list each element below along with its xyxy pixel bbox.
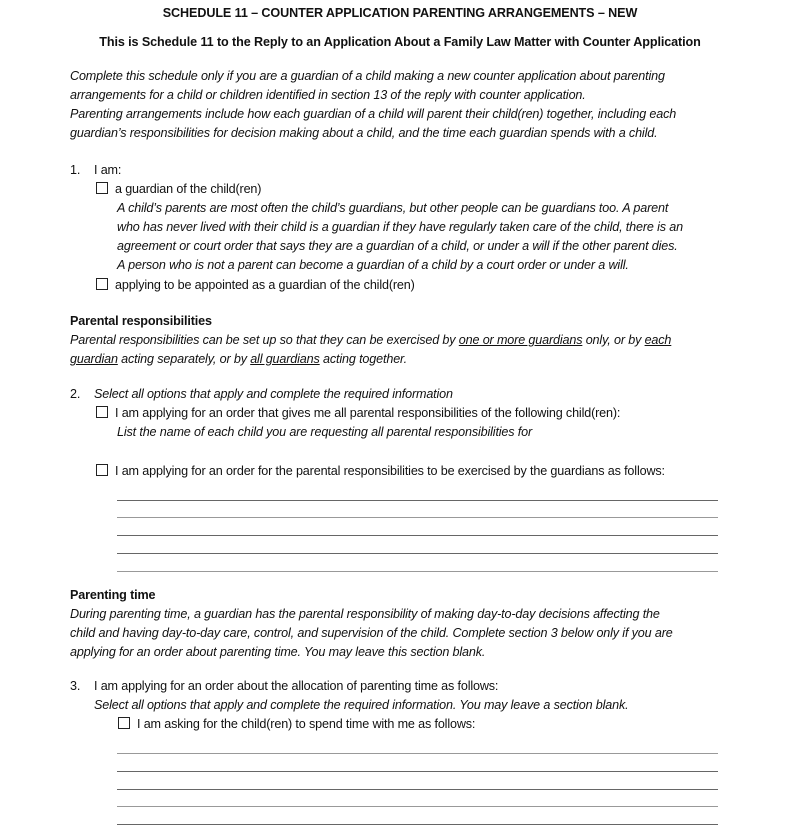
underlined-term: each [644,333,672,347]
intro-line: arrangements for a child or children identified in section 13 of the reply with counter application. [70,88,586,102]
parenting-time-heading: Parenting time [70,588,156,602]
option-label: a guardian of the child(ren) [115,182,262,196]
option-label: I am applying for an order that gives me all parental responsibilities of the following child(ren): [115,406,621,420]
answer-line[interactable] [117,771,718,772]
text-span: only, or by [582,333,645,347]
answer-line[interactable] [117,571,718,572]
schedule-subtitle: This is Schedule 11 to the Reply to an Application About a Family Law Matter with Counter Application [99,35,701,49]
guardian-note-line: A person who is not a parent can become a guardian of a child by a court order or under a will. [117,258,629,272]
checkbox-guardian[interactable] [96,182,108,194]
section-2-instruction: Select all options that apply and complete the required information [94,387,453,401]
option-guardian[interactable] [96,180,261,199]
parenting-time-line: child and having day-to-day care, control, and supervision of the child. Complete section 3 below only if you are [70,626,673,640]
answer-line[interactable] [117,517,718,518]
answer-line[interactable] [117,806,718,807]
section-3-heading [70,677,498,696]
checkbox-all-responsibilities[interactable] [96,406,108,418]
section-number: 3. [70,679,81,693]
option-all-responsibilities[interactable] [96,404,620,423]
guardian-note-line: who has never lived with their child is a guardian if they have regularly taken care of the child, there is an [117,220,683,234]
section-1-label: I am: [94,163,122,177]
underlined-term: all guardians [250,352,320,366]
children-list-note: List the name of each child you are requesting all parental responsibilities for [117,425,533,439]
intro-line: Complete this schedule only if you are a guardian of a child making a new counter application about parenting [70,69,665,83]
checkbox-time-with-me[interactable] [118,717,130,729]
parental-responsibilities-line [70,331,671,350]
section-1-heading [70,161,121,180]
intro-line: Parenting arrangements include how each guardian of a child will parent their child(ren) together, including each [70,107,677,121]
schedule-title: SCHEDULE 11 – COUNTER APPLICATION PARENTING ARRANGEMENTS – NEW [162,6,638,20]
intro-line: guardian’s responsibilities for decision making about a child, and the time each guardian spends with a child. [70,126,658,140]
option-label: I am applying for an order for the parental responsibilities to be exercised by the guardians as follows: [115,464,665,478]
answer-line[interactable] [117,824,718,825]
option-time-with-me[interactable] [118,715,475,734]
parenting-time-line: During parenting time, a guardian has the parental responsibility of making day-to-day decisions affecting the [70,607,660,621]
answer-line[interactable] [117,553,718,554]
answer-line[interactable] [117,753,718,754]
parental-responsibilities-line [70,350,407,369]
parental-responsibilities-heading: Parental responsibilities [70,314,212,328]
answer-line[interactable] [117,789,718,790]
text-span: Parental responsibilities can be set up so that they can be exercised by [70,333,459,347]
section-3-label: I am applying for an order about the allocation of parenting time as follows: [94,679,499,693]
checkbox-exercised-by-guardians[interactable] [96,464,108,476]
section-2-heading [70,385,453,404]
answer-line[interactable] [117,500,718,501]
section-number: 2. [70,387,81,401]
text-span: acting together. [319,352,407,366]
guardian-note-line: A child’s parents are most often the child’s guardians, but other people can be guardians too. A parent [117,201,669,215]
section-number: 1. [70,163,81,177]
answer-line[interactable] [117,535,718,536]
option-exercised-by-guardians[interactable] [96,462,665,481]
option-label: applying to be appointed as a guardian of the child(ren) [115,278,415,292]
parenting-time-line: applying for an order about parenting time. You may leave this section blank. [70,645,486,659]
text-span: acting separately, or by [117,352,251,366]
option-label: I am asking for the child(ren) to spend time with me as follows: [137,717,476,731]
section-3-instruction: Select all options that apply and complete the required information. You may leave a section blank. [94,698,629,712]
guardian-note-line: agreement or court order that says they are a guardian of a child, or under a will if the other parent dies. [117,239,678,253]
option-applying-guardian[interactable] [96,276,415,295]
underlined-term: one or more guardians [458,333,583,347]
checkbox-applying-guardian[interactable] [96,278,108,290]
underlined-term: guardian [70,352,118,366]
